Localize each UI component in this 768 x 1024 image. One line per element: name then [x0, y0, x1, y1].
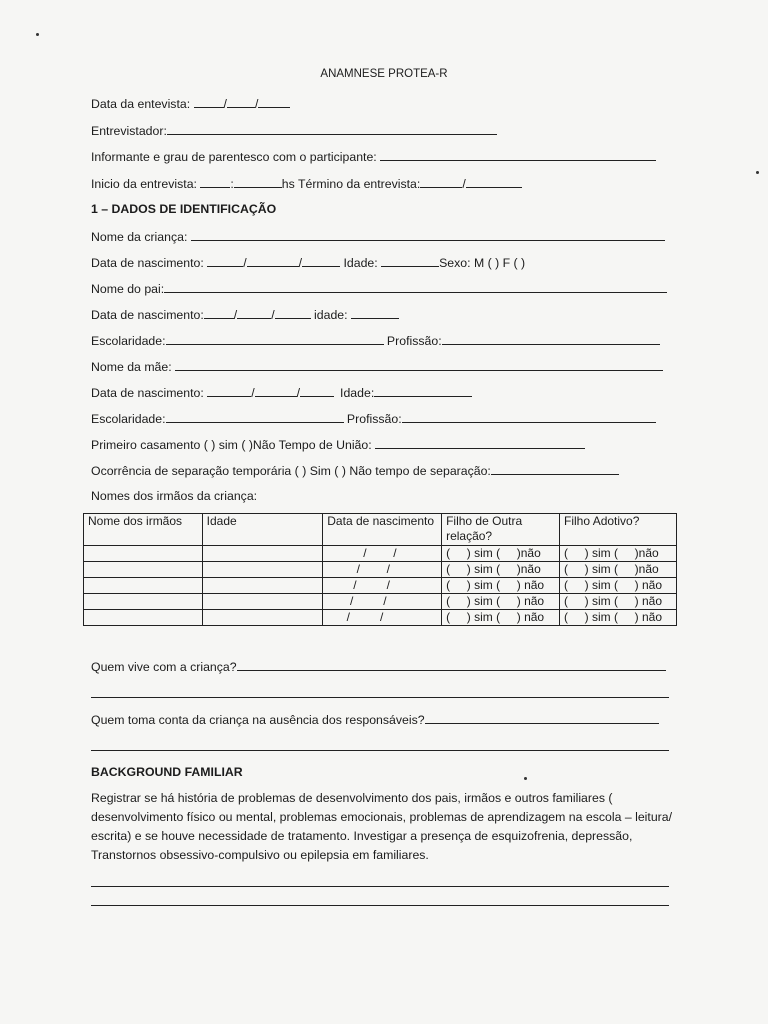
date-separator: /: [251, 386, 255, 400]
date-separator: /: [296, 386, 301, 400]
caregiver-row: [91, 711, 659, 728]
column-header: Filho de Outra relação?: [442, 514, 560, 546]
table-header-row: [84, 514, 677, 546]
time-separator: :: [230, 177, 234, 191]
other-relationship-cell[interactable]: ( ) sim ( )não: [442, 562, 560, 578]
sibling-age-cell[interactable]: [202, 578, 323, 594]
informant-label: Informante e grau de parentesco com o participante:: [91, 150, 381, 164]
form-title: ANAMNESE PROTEA-R: [320, 68, 448, 80]
child-age-label: Idade:: [343, 256, 382, 270]
scan-speck: [36, 33, 39, 36]
table-row: [84, 546, 677, 562]
table-row: [84, 578, 677, 594]
mother-birth-day-field[interactable]: [207, 384, 251, 397]
child-birth-row: [91, 254, 525, 271]
child-name-label: Nome da criança:: [91, 230, 191, 244]
siblings-label: Nomes dos irmãos da criança:: [91, 489, 258, 503]
background-answer-line[interactable]: [91, 905, 669, 906]
sibling-name-cell[interactable]: [84, 562, 203, 578]
father-age-label: idade:: [310, 308, 351, 322]
adopted-cell[interactable]: ( ) sim ( )não: [560, 562, 677, 578]
mother-name-row: [91, 358, 663, 375]
date-separator: /: [243, 256, 247, 270]
caregiver-extra-line[interactable]: [91, 750, 669, 751]
time-separator: /: [462, 177, 466, 191]
background-instructions: Registrar se há história de problemas de desenvolvimento dos pais, irmãos e outros familiares ( desenvolvimento físico ou mental, problemas emocionais, problemas de aprendizagem na escola – leitura/ escrita) e se houve necessidade de tratamento. Investigar a presença de esquizofrenia, depressão, Transtornos obsessivo-compulsivo ou epilepsia em familiares.: [91, 791, 673, 862]
column-header: Filho Adotivo?: [560, 514, 677, 546]
mother-name-label: Nome da mãe:: [91, 360, 176, 374]
sibling-birth-cell[interactable]: / /: [323, 546, 442, 562]
end-minute-field[interactable]: [466, 175, 522, 188]
end-hour-field[interactable]: [420, 175, 462, 188]
who-lives-field[interactable]: [237, 658, 666, 671]
separation-time-field[interactable]: [491, 462, 619, 475]
table-row: [84, 594, 677, 610]
father-profession-label: Profissão:: [383, 334, 442, 348]
separation-label[interactable]: Ocorrência de separação temporária ( ) Sim ( ) Não tempo de separação:: [91, 464, 491, 478]
mother-profession-field[interactable]: [402, 410, 656, 423]
sibling-age-cell[interactable]: [202, 546, 323, 562]
scan-speck: [524, 777, 527, 780]
sibling-name-cell[interactable]: [84, 546, 203, 562]
mother-age-label: Idade:: [340, 386, 375, 400]
background-answer-line[interactable]: [91, 886, 669, 887]
child-birth-day-field[interactable]: [207, 254, 243, 267]
interview-day-field[interactable]: [194, 95, 224, 108]
father-education-label: Escolaridade:: [91, 334, 166, 348]
interviewer-field[interactable]: [167, 122, 497, 135]
sibling-age-cell[interactable]: [202, 594, 323, 610]
sibling-name-cell[interactable]: [84, 610, 203, 626]
father-profession-field[interactable]: [442, 332, 660, 345]
table-row: [84, 562, 677, 578]
mother-birth-row: [91, 384, 472, 401]
child-name-field[interactable]: [191, 228, 665, 241]
interviewer-row: [91, 122, 497, 139]
interview-year-field[interactable]: [258, 95, 290, 108]
father-birth-year-field[interactable]: [275, 306, 311, 319]
interview-date-row: [91, 95, 290, 112]
informant-row: [91, 148, 656, 165]
interview-time-row: [91, 175, 522, 192]
start-minute-field[interactable]: [234, 175, 282, 188]
marriage-row: [91, 436, 585, 453]
date-separator: /: [254, 97, 259, 111]
sibling-birth-cell[interactable]: / /: [323, 562, 442, 578]
child-age-field[interactable]: [381, 254, 439, 267]
who-lives-label: Quem vive com a criança?: [91, 660, 237, 674]
father-birth-label: Data de nascimento:: [91, 308, 204, 322]
siblings-table: [83, 513, 677, 626]
end-time-label: hs Término da entrevista:: [281, 177, 421, 191]
caregiver-field[interactable]: [425, 711, 659, 724]
sibling-name-cell[interactable]: [84, 578, 203, 594]
adopted-cell[interactable]: ( ) sim ( ) não: [560, 610, 677, 626]
interviewer-label: Entrevistador:: [91, 124, 167, 138]
sibling-birth-cell[interactable]: / /: [323, 610, 442, 626]
father-education-row: [91, 332, 660, 349]
date-separator: /: [233, 308, 238, 322]
mother-profession-label: Profissão:: [343, 412, 402, 426]
who-lives-row: [91, 658, 666, 675]
mother-name-field[interactable]: [175, 358, 663, 371]
start-hour-field[interactable]: [200, 175, 230, 188]
father-birth-month-field[interactable]: [237, 306, 271, 319]
adopted-cell[interactable]: ( ) sim ( )não: [560, 546, 677, 562]
informant-field[interactable]: [380, 148, 656, 161]
father-age-field[interactable]: [351, 306, 399, 319]
mother-birth-label: Data de nascimento:: [91, 386, 208, 400]
child-name-row: [91, 228, 665, 245]
mother-birth-year-field[interactable]: [300, 384, 334, 397]
mother-age-field[interactable]: [374, 384, 472, 397]
mother-education-label: Escolaridade:: [91, 412, 166, 426]
other-relationship-cell[interactable]: ( ) sim ( ) não: [442, 578, 560, 594]
date-separator: /: [271, 308, 275, 322]
start-time-label: Inicio da entrevista:: [91, 177, 201, 191]
identification-heading: 1 – DADOS DE IDENTIFICAÇÃO: [91, 202, 277, 216]
union-time-field[interactable]: [375, 436, 585, 449]
child-birth-month-field[interactable]: [247, 254, 299, 267]
father-name-field[interactable]: [164, 280, 667, 293]
date-separator: /: [298, 256, 303, 270]
caregiver-label: Quem toma conta da criança na ausência dos responsáveis?: [91, 713, 425, 727]
adopted-cell[interactable]: ( ) sim ( ) não: [560, 594, 677, 610]
column-header: Idade: [202, 514, 323, 546]
sibling-birth-cell[interactable]: / /: [323, 594, 442, 610]
father-name-label: Nome do pai:: [91, 282, 165, 296]
mother-education-field[interactable]: [166, 410, 344, 423]
mother-birth-month-field[interactable]: [255, 384, 297, 397]
sibling-age-cell[interactable]: [202, 562, 323, 578]
father-name-row: [91, 280, 667, 297]
sibling-name-cell[interactable]: [84, 594, 203, 610]
child-sex-options[interactable]: Sexo: M ( ) F ( ): [439, 256, 526, 270]
other-relationship-cell[interactable]: ( ) sim ( )não: [442, 546, 560, 562]
other-relationship-cell[interactable]: ( ) sim ( ) não: [442, 610, 560, 626]
table-row: [84, 610, 677, 626]
interview-date-label: Data da entevista:: [91, 97, 194, 111]
column-header: Data de nascimento: [323, 514, 442, 546]
child-birth-year-field[interactable]: [302, 254, 340, 267]
adopted-cell[interactable]: ( ) sim ( ) não: [560, 578, 677, 594]
column-header: Nome dos irmãos: [84, 514, 203, 546]
date-separator: /: [223, 97, 227, 111]
father-birth-row: [91, 306, 399, 323]
separation-row: [91, 462, 619, 479]
father-education-field[interactable]: [166, 332, 384, 345]
mother-education-row: [91, 410, 656, 427]
father-birth-day-field[interactable]: [204, 306, 234, 319]
sibling-age-cell[interactable]: [202, 610, 323, 626]
scan-speck: [756, 171, 759, 174]
background-heading: BACKGROUND FAMILIAR: [91, 765, 243, 779]
interview-month-field[interactable]: [227, 95, 255, 108]
other-relationship-cell[interactable]: ( ) sim ( ) não: [442, 594, 560, 610]
who-lives-extra-line[interactable]: [91, 697, 669, 698]
child-birth-label: Data de nascimento:: [91, 256, 208, 270]
sibling-birth-cell[interactable]: / /: [323, 578, 442, 594]
marriage-label[interactable]: Primeiro casamento ( ) sim ( )Não Tempo de União:: [91, 438, 376, 452]
